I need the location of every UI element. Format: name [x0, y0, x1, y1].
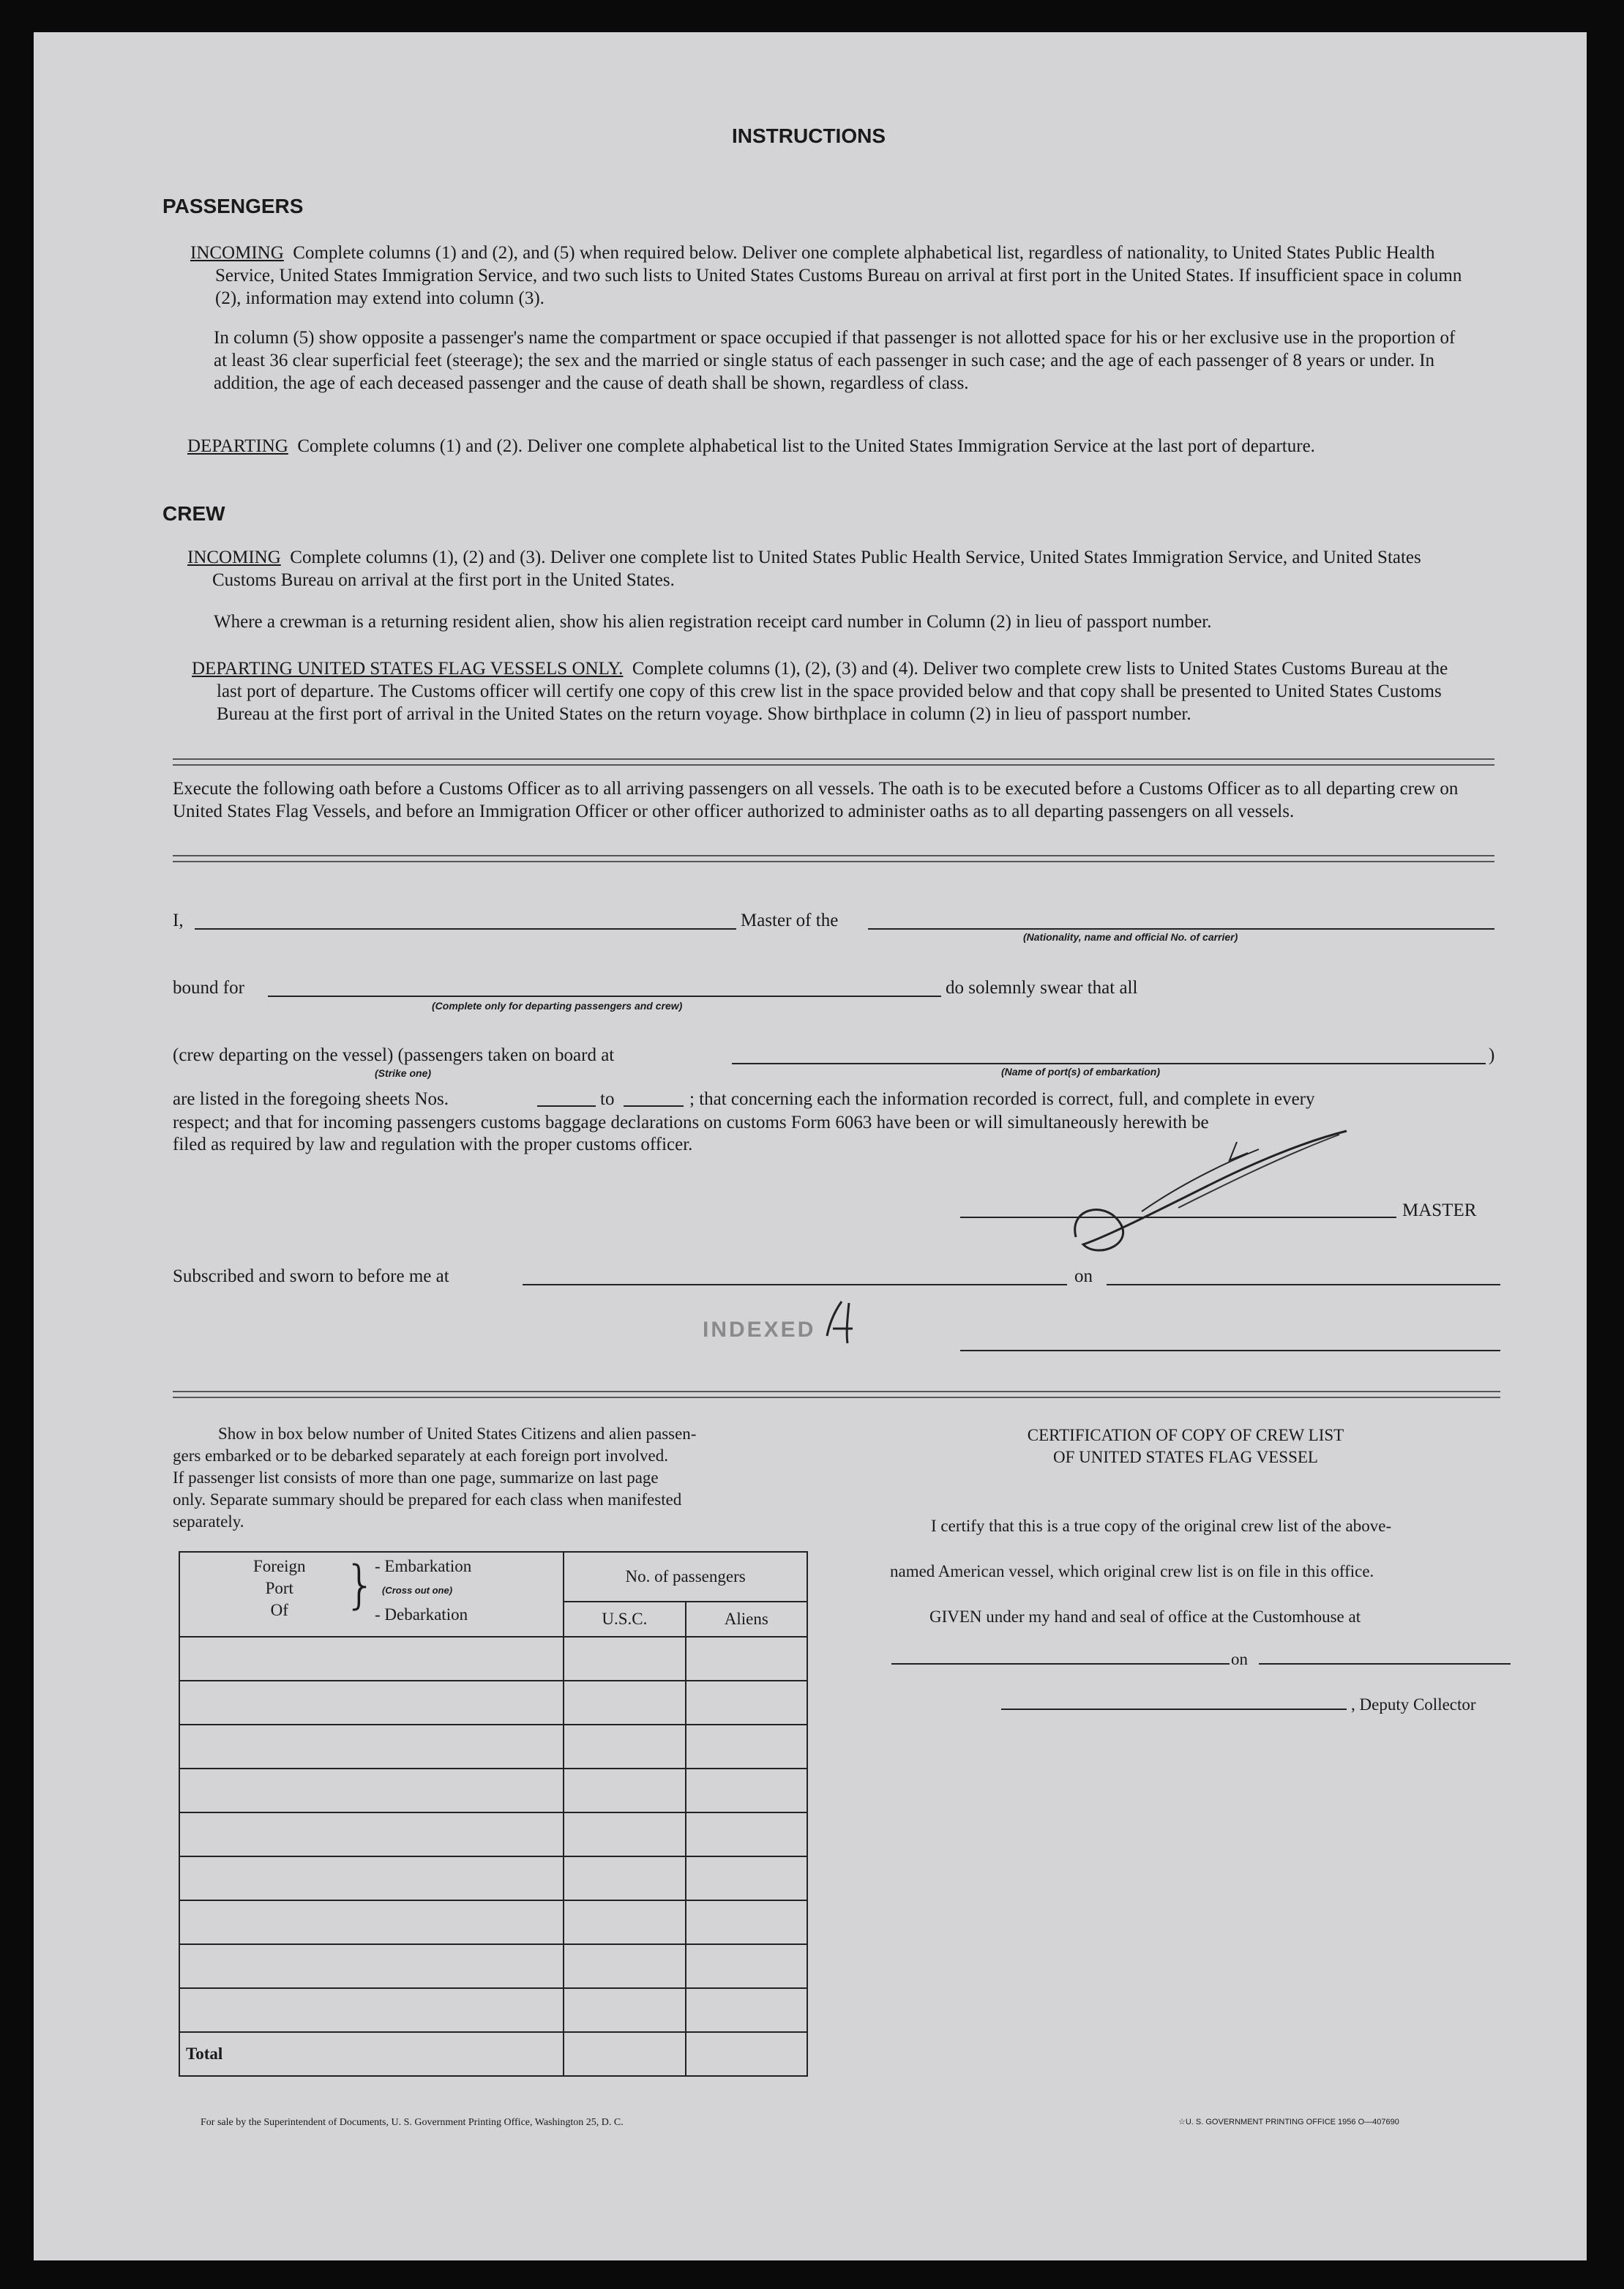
bound-for-field[interactable] [268, 996, 941, 997]
port-label: Port [265, 1579, 293, 1597]
usc-cell[interactable] [564, 1856, 685, 1900]
footer-left: For sale by the Superintendent of Documents, U. S. Government Printing Office, Washington 25, D. C. [201, 2117, 624, 2128]
of-label: Of [270, 1601, 288, 1619]
signature-scribble [1061, 1127, 1369, 1274]
usc-cell[interactable] [564, 1812, 685, 1856]
summary-line-2: gers embarked or to be debarked separately at each foreign port involved. [173, 1446, 668, 1465]
embarkation-port-field[interactable] [732, 1063, 1486, 1064]
passengers-departing-paragraph [187, 435, 1467, 458]
officer-signature-line[interactable] [960, 1350, 1500, 1351]
listed-text-b: ; that concerning each the information recorded is correct, full, and complete in every [689, 1089, 1315, 1109]
crew-departing-text: Complete columns (1), (2), (3) and (4). Deliver two complete crew lists to United States Customs Bureau at the last port of departure. The Customs officer will certify one copy of this crew list in the space provided below and that copy shall be presented to United States Customs Bureau at the first port of arrival in the United States on the return voyage. Show birthplace in column (2) in lieu of passport number. [217, 659, 1448, 724]
certification-line-1: I certify that this is a true copy of the original crew list of the above- [931, 1517, 1392, 1535]
certification-line-2: named American vessel, which original crew list is on file in this office. [890, 1562, 1374, 1580]
usc-cell[interactable] [564, 1944, 685, 1988]
passengers-incoming-paragraph [190, 242, 1467, 310]
passenger-summary-table [179, 1551, 808, 2077]
divider [173, 758, 1494, 766]
crew-incoming-label: INCOMING [187, 548, 281, 567]
cross-out-caption: (Cross out one) [382, 1585, 453, 1596]
port-header-cell [179, 1552, 564, 1637]
usc-cell[interactable] [564, 1769, 685, 1812]
listed-to-label: to [600, 1089, 615, 1109]
port-cell[interactable] [179, 1637, 564, 1681]
subscribed-label: Subscribed and sworn to before me at [173, 1266, 449, 1286]
sheet-to-field[interactable] [624, 1105, 684, 1107]
respect-line: respect; and that for incoming passengers customs baggage declarations on customs Form 6063 have been or will simultaneously herewith be [173, 1113, 1209, 1132]
crew-departing-label: (crew departing on the vessel) (passengers taken on board at [173, 1045, 615, 1065]
sworn-date-field[interactable] [1107, 1284, 1500, 1285]
port-cell[interactable] [179, 1681, 564, 1725]
summary-line-4: only. Separate summary should be prepared for each class when manifested [173, 1490, 682, 1509]
certification-on-label: on [1231, 1650, 1248, 1668]
nationality-caption: (Nationality, name and official No. of carrier) [1023, 931, 1238, 943]
passengers-heading: PASSENGERS [162, 195, 304, 217]
usc-cell[interactable] [564, 1637, 685, 1681]
no-of-passengers-header: No. of passengers [564, 1552, 807, 1602]
crew-incoming-paragraph [187, 546, 1467, 591]
port-cell[interactable] [179, 1769, 564, 1812]
crew-resident-paragraph: Where a crewman is a returning resident alien, show his alien registration receipt card number in Column (2) in lieu of passport number. [214, 612, 1212, 632]
passengers-departing-text: Complete columns (1) and (2). Deliver one complete alphabetical list to the United States Immigration Service at the last port of departure. [297, 436, 1315, 456]
crew-incoming-text: Complete columns (1), (2) and (3). Deliver one complete list to United States Public Health Service, United States Immigration Service, and United States Customs Bureau on arrival at the first port in the United States. [212, 548, 1421, 590]
listed-text-a: are listed in the foregoing sheets Nos. [173, 1089, 449, 1109]
debarkation-label[interactable]: - Debarkation [375, 1605, 468, 1624]
summary-instructions [173, 1423, 817, 1533]
crew-heading: CREW [162, 502, 225, 525]
footer-right: ☆U. S. GOVERNMENT PRINTING OFFICE 1956 O—407690 [1178, 2118, 1399, 2126]
embarkation-label[interactable]: - Embarkation [375, 1557, 472, 1575]
passengers-column5-paragraph: In column (5) show opposite a passenger's name the compartment or space occupied if that passenger is not allotted space for his or her exclusive use in the proportion of at least 36 clear superficial feet (steerage); the sex and the married or single status of each passenger in such case; and the age of each passenger of 8 years or under. In addition, the age of each deceased passenger and the cause of death shall be shown, regardless of class. [214, 328, 1456, 393]
divider [173, 1391, 1500, 1398]
vessel-field[interactable] [868, 928, 1494, 930]
aliens-cell[interactable] [686, 1944, 807, 1988]
master-of-the-label: Master of the [741, 911, 839, 930]
aliens-cell[interactable] [686, 1856, 807, 1900]
bound-for-label: bound for [173, 978, 244, 998]
departing-caption: (Complete only for departing passengers and crew) [432, 1000, 683, 1012]
aliens-cell[interactable] [686, 1681, 807, 1725]
strike-one-caption: (Strike one) [375, 1067, 432, 1079]
port-cell[interactable] [179, 1725, 564, 1769]
port-cell[interactable] [179, 1900, 564, 1944]
passengers-incoming-text: Complete columns (1) and (2), and (5) when required below. Deliver one complete alphabetical list, regardless of nationality, to United States Public Health Service, United States Immigration Service, and two such lists to United States Customs Bureau on arrival at first port in the United States. If insufficient space in column (2), information may extend into column (3). [215, 243, 1462, 308]
aliens-header: Aliens [686, 1602, 807, 1637]
total-usc-cell[interactable] [564, 2032, 685, 2076]
certification-heading-line-2: OF UNITED STATES FLAG VESSEL [1053, 1448, 1318, 1466]
master-label: MASTER [1402, 1200, 1477, 1220]
crew-departing-label: DEPARTING UNITED STATES FLAG VESSELS ONLY. [192, 659, 624, 679]
certification-heading-line-1: CERTIFICATION OF COPY OF CREW LIST [1027, 1426, 1344, 1444]
total-label: Total [179, 2032, 564, 2076]
sheet-from-field[interactable] [537, 1105, 596, 1107]
aliens-cell[interactable] [686, 1988, 807, 2032]
certification-date-field[interactable] [1259, 1663, 1511, 1665]
page-title: INSTRUCTIONS [732, 124, 886, 147]
certification-line-3: GIVEN under my hand and seal of office at the Customhouse at [929, 1607, 1361, 1626]
aliens-cell[interactable] [686, 1812, 807, 1856]
usc-cell[interactable] [564, 1725, 685, 1769]
passengers-incoming-label: INCOMING [190, 243, 284, 263]
summary-line-3: If passenger list consists of more than one page, summarize on last page [173, 1468, 659, 1487]
aliens-cell[interactable] [686, 1769, 807, 1812]
usc-cell[interactable] [564, 1988, 685, 2032]
deputy-signature-field[interactable] [1001, 1709, 1347, 1710]
foreign-label: Foreign [253, 1557, 306, 1575]
oath-instructions: Execute the following oath before a Customs Officer as to all arriving passengers on all vessels. The oath is to be executed before a Customs Officer as to all departing crew on United States Flag Vessels, and before an Immigration Officer or other officer authorized to administer oaths as to all departing passengers on all vessels. [173, 779, 1459, 821]
customhouse-field[interactable] [891, 1663, 1230, 1665]
summary-line-1: Show in box below number of United States Citizens and alien passen- [218, 1424, 697, 1443]
divider [173, 855, 1494, 862]
aliens-cell[interactable] [686, 1725, 807, 1769]
foreign-port-of [253, 1556, 306, 1621]
port-cell[interactable] [179, 1856, 564, 1900]
filed-line: filed as required by law and regulation with the proper customs officer. [173, 1135, 693, 1154]
summary-line-5: separately. [173, 1512, 244, 1531]
passengers-departing-label: DEPARTING [187, 436, 288, 456]
certification-heading [915, 1424, 1456, 1468]
crew-departing-paragraph [192, 657, 1467, 725]
do-solemnly-label: do solemnly swear that all [946, 978, 1138, 998]
port-cell[interactable] [179, 1988, 564, 2032]
sworn-place-field[interactable] [523, 1284, 1067, 1285]
total-aliens-cell[interactable] [686, 2032, 807, 2076]
oath-i-label: I, [173, 911, 184, 930]
usc-cell[interactable] [564, 1681, 685, 1725]
master-name-field[interactable] [195, 928, 736, 930]
port-cell[interactable] [179, 1812, 564, 1856]
brace-glyph: } [344, 1555, 377, 1615]
port-caption: (Name of port(s) of embarkation) [1001, 1066, 1161, 1078]
indexed-initial-mark [820, 1296, 864, 1347]
aliens-cell[interactable] [686, 1637, 807, 1681]
close-paren: ) [1489, 1045, 1495, 1065]
port-cell[interactable] [179, 1944, 564, 1988]
deputy-collector-label: , Deputy Collector [1351, 1695, 1476, 1714]
sworn-on-label: on [1074, 1266, 1093, 1286]
usc-header: U.S.C. [564, 1602, 685, 1637]
aliens-cell[interactable] [686, 1900, 807, 1944]
indexed-stamp: INDEXED [703, 1318, 816, 1342]
usc-cell[interactable] [564, 1900, 685, 1944]
